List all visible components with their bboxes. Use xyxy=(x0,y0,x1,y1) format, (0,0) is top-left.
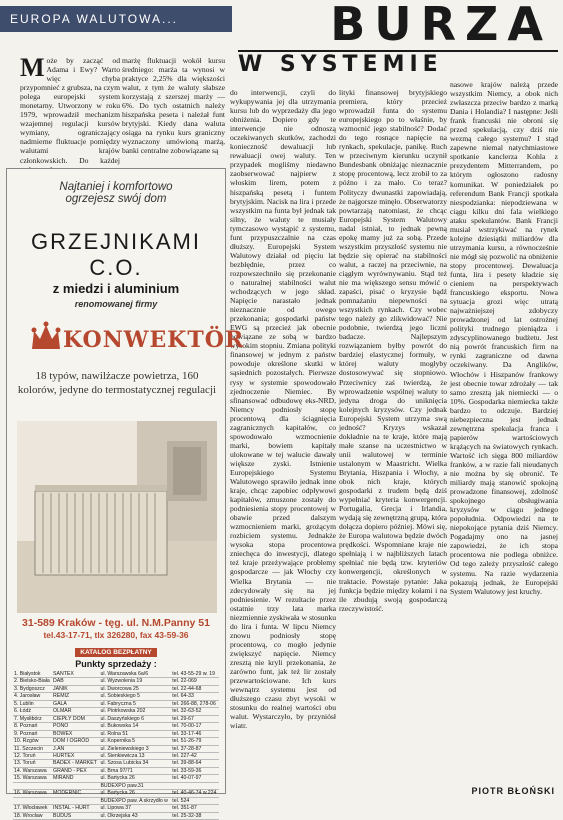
point-city: 12. Toruń xyxy=(13,752,52,759)
point-store: BOWEX xyxy=(52,730,99,737)
section-kicker: EUROPA WALUTOWA... xyxy=(0,6,232,32)
points-row xyxy=(13,693,219,700)
points-row xyxy=(13,708,219,715)
points-of-sale-title: Punkty sprzedaży : xyxy=(75,659,157,669)
points-row xyxy=(13,685,219,692)
ad-subtitle: z miedzi i aluminium xyxy=(52,281,180,296)
point-phone: tel. 524 xyxy=(171,797,219,804)
point-store: MIRAND xyxy=(52,775,99,782)
points-row xyxy=(13,738,219,745)
ad-tagline xyxy=(7,181,225,205)
ad-subtitle-2: renomowanej firmy xyxy=(74,299,158,309)
ad-address-line: 31-589 Kraków - tęg. ul. N.M.Panny 51 xyxy=(22,617,210,629)
ad-tagline-1: Najtaniej i komfortowo xyxy=(59,181,173,193)
point-street: ul. Rolna 51 xyxy=(99,730,171,737)
point-street: BUDEXPO paw.31 xyxy=(99,782,171,789)
point-store: DAB xyxy=(52,678,99,685)
point-phone: tel. 40-07-97 xyxy=(171,775,219,782)
points-row xyxy=(13,678,219,685)
point-city: 9. Poznań xyxy=(13,730,52,737)
ad-tagline-2: ogrzejesz swój dom xyxy=(65,193,167,205)
point-store: INSTAL - HURT xyxy=(52,805,99,812)
points-row xyxy=(13,760,219,767)
point-store: GRAND - PEX xyxy=(52,767,99,774)
article-column-4: nasowe krajów należą przede wszystkim Niemcy, a obok nich zwłaszcza przeciw bardzo z marką Dania i Holandia? I następne: Jeśli frank francuski nie obroni się przed spekulacją, czy dziś nie wezmą całego systemu? I stąd zapewne niemal natychmiastowe spotkanie kanclerza Kohla z prezydentem Mitterrandem, po którym ogłoszono radosny komunikat. W poniedziałek po referendum Bank Francji spotkała niespodzianka: niepodziewana w ciągu kilku dni fala wielkiego ataku spekulantów. Bank Francji musiał wstrzykiwać na rynek kolejne dziesiątki miliardów dla utrzymania kursu, a równocześnie nie mógł się pozwolić na obniżenie stopy procentowej. Dewaluacja funta, lira i pesety kładzie się cieniem na perspektywach francuskiego eksportu. Nowa sytuacja grozi więc utratą najważniejszej zdobyczy prowadzonej od lat ostrożnej polityki trudnego pieniądza i zdyscyplinowanego budżetu. Jest nią powrót francuskich firm na rynki zagraniczne od dawna oczekiwany. Da Anglików, Włochów i Hiszpanów frankowy jest obecnie towar zdrożały — tak samo zresztą jak niemiecki — o 10%. Gospodarka niemiecka także bardzo to odczuje. Bardziej niebezpieczna jest jednak zewnętrzna spekulacja franca i papierów wartościowych krążących na światowych rynkach. Wartość ich sięga 800 miliardów franków, a w razie fali nieudanych nie można by się obronić. Te miliardy mają stanowić spokojną prowadzone finansowej, zdolność spokojnego obsługiwania kryzysów w ciągu jednego popołudnia. Odpowiedzi na te niepokojące pytania dziś Niemcy. Pogadajmy ono na jasnej zapowiedzi, że ich stopa procentowa nie podlega obniżce. Od tego zależy przyszłość całego systemu. Na razie wydarzenia pokazują jednak, że Europejski System Walutowy jest kruchy. xyxy=(450,80,558,596)
point-phone: tel. 22-069 xyxy=(171,678,219,685)
point-city: 16. Warszawa xyxy=(13,790,52,797)
ad-description: 18 typów, nawilżacze powietrza, 160 kolorów, jedyne do termostatycznej regulacji xyxy=(17,370,217,396)
point-store: CIEPŁY DOM xyxy=(52,715,99,722)
point-phone: tel. 43-55-29 w. 19 xyxy=(171,671,219,678)
point-city: 8. Poznań xyxy=(13,723,52,730)
point-city: 1. Białystok xyxy=(13,671,52,678)
point-store: BUDUS xyxy=(52,812,99,819)
byline: PIOTR BŁOŃSKI xyxy=(471,786,555,796)
point-street: ul. Szosa Lubicka 34 xyxy=(99,760,171,767)
point-phone: tel. 22-44-68 xyxy=(171,685,219,692)
point-street: ul. Warszawska 6a/6 xyxy=(99,671,171,678)
point-store: BADEX - MARKET xyxy=(52,760,99,767)
points-row xyxy=(13,805,219,812)
point-phone: tel. 64-33 xyxy=(171,693,219,700)
point-phone: tel. 32-63-52 xyxy=(171,708,219,715)
points-row xyxy=(13,715,219,722)
points-row xyxy=(13,812,219,819)
point-street: ul. Fabryczna 5 xyxy=(99,700,171,707)
point-street: ul. Lipowa 37 xyxy=(99,805,171,812)
point-street: ul. Piotrkowska 202 xyxy=(99,708,171,715)
point-phone: tel. 51-26-79 xyxy=(171,738,219,745)
point-store xyxy=(52,782,99,789)
brand-logo xyxy=(29,317,245,359)
radiator xyxy=(35,485,167,575)
points-row xyxy=(13,671,219,678)
article-column-3: lityki finansowej brytyjskiego premiera, który przecież wprowadził funta do systemu europejskiego po to właśnie, by wzmocnić jego stabilność? Dodać do tego rosnące napięcie na rynkach, spekulacje, panikę. Ruch w przeciwnym kierunku uczynił Bundesbank obniżając nieznacznie stopę procentową, lecz zrobił to za późno i za mało. Co teraz? Polityczy dwunastki zapowiadają, że najgorsze minęło. Obserwatorzy powtarzają natomiast, że chcąc Europejski System Walutowy nadal istniał, to jednak pewną epokę mamy już za sobą. Przede wszystkim przyszłość systemu nie będzie się opierać na stabilności walut, a raczej na przeciwnie, na ciągłym wyrównywaniu. Stąd też nie ma większego sensu mówić o zapaści, pisać o kryzysie bądź pomnażaniu niepewności na wszystkich rynkach. Czy wobec tego należy go zlikwidować? Nie podobnie, twierdzą jego liczni badacze. Najlepszym rozwiązaniem byłby powrót do bardziej elastycznej formuły, w której waluty mogłyby dostosowywać się stopniowo. Przeciwnicy zaś twierdzą, że wprowadzenie wspólnej waluty to jedyna droga do uniknięcia kolejnych kryzysów. Czy jednak Europejski System utrzyma swą jedność? Kryzys wskazał dokładnie na te kraje, które mają małe szanse na uczestnictwo w unii walutowej w terminie ustalonym w Maastricht. Wielka Brytania, Hiszpania i Włochy, a obok nich kraje, których gospodarki z trudem będą dziś wypełniać kryteria konwergencji. Portugalia, Grecja i Irlandia, wydają się zewnętrzną grupą, która dołącza dopiero później. Mówi się, że Europa walutowa będzie dwóch prędkości. Wspomniane kraje nie spełniają i w najbliższych latach spełniać nie będą tzw. kryteriów konwergencji, określonych w traktacie. Powstaje pytanie: Jaka funkcja będzie między kołami i na ile zbudują swoją gospodarczą rzeczywistość. xyxy=(339,88,447,613)
point-store xyxy=(52,797,99,804)
point-city: 14. Warszawa xyxy=(13,767,52,774)
point-street: BUDEXPO paw. A skrzydło w xyxy=(99,797,171,804)
point-store: GALA xyxy=(52,700,99,707)
point-city: 10. Rzgów xyxy=(13,738,52,745)
point-city: 18. Wrocław xyxy=(13,812,52,819)
point-street: ul. Bartycka 26 xyxy=(99,775,171,782)
point-store: SANTEX xyxy=(52,671,99,678)
point-street: ul. Dworcowa 25 xyxy=(99,685,171,692)
point-street: ul. Okrzejska 43 xyxy=(99,812,171,819)
point-phone: tel. 266-88, 278-06 xyxy=(171,700,219,707)
brand-name: KONWEKTÖR xyxy=(63,327,245,353)
catalog-badge: KATALOG BEZPŁATNY xyxy=(75,648,157,657)
point-city xyxy=(13,797,52,804)
headline-main: BURZA xyxy=(330,0,552,51)
point-phone: tel. 33-17-46 xyxy=(171,730,219,737)
point-phone: tel. 40-46-74 w.224 xyxy=(171,790,219,797)
point-store: HURTEX xyxy=(52,752,99,759)
point-phone: tel. 37-28-87 xyxy=(171,745,219,752)
point-city: 11. Szczecin xyxy=(13,745,52,752)
point-city xyxy=(13,782,52,789)
article-column-2: do interwencji, czyli do wykupywania jej dla utrzymania kursu lub do wyprzedaży dla jego obniżenia. Dopiero gdy te interwencje nie odnoszą oczekiwanych skutków, zachodzi konieczność dewaluacji lub rewaluacji owej waluty. Ten przypadek mogliśmy niedawno zaobserwować najpierw z włoskim lirem, potem z hiszpańską pesetą i funtem brytyjskim. Nacisk na lira i przede wszystkim na funta był jednak tak silny, że waluty te musiały tymczasowo wystąpić z systemu, funt przypuszczalnie na czas dłuższy. Europejski System Walutowy działał od pięciu lat bezbłędnie, przez co rozpowszechniło się przekonanie o naturalnej stabilności walut wchodzących w jego skład. Napięcie narastało jednak nieznacznie od owego przekonania; gospodarki państw EWG są przecież jak obecnie powiązane ze sobą w bardzo wysokim stopniu. Zmiana polityki finansowej w jednym z państw powoduje określone skutki w sąsiednich pozostałych. Pierwsze rysy w systemie spowodowało zjednoczenie Niemiec. By sfinansować odbudowę eks-NRD, Niemcy podniosły stopę procentową dla ściągnięcia zagranicznych kapitałów, co spowodowało wzmocnienie marki, bowiem kapitały ulokowane w tej walucie dawały większe zyski. Istnienie Europejskiego Systemu Walutowego sprawiło jednak inne kraje, chcąc zapobiec odpływowi kapitałów, zmuszone zostały do podniesienia stopy procentowej w obawie przed dalszym wzmocnieniem marki, grożącym rozbiciem systemu. Jednakże wysoka stopa procentowa zniechęca do inwestycji, dlatego też kraje przeżywające problemy gospodarcze — jak Włochy czy Wielka Brytania — nie zdecydowały się na jej podniesienie. W rezultacie przez ostatnie trzy lata marka niezmiennie zyskiwała w stosunku do lira i funta. W lipcu Niemcy znowu podniosły stopę procentową, co mogło jedynie zwiększyć napięcie. Niemcy zresztą nie kryli przekonania, że zarówno funt, jak też lir zostały przewartościowane. Ich kurs wewnątrz systemu jest od dłuższego czasu zbyt wysoki w stosunku do realnej wartości obu walut. Wystarczyło, by przyniósł wiatr. xyxy=(230,88,336,731)
point-street: ul. Bartycka 26 xyxy=(99,790,171,797)
point-city: 4. Jarosław xyxy=(13,693,52,700)
point-store: DOM I OGRÓD xyxy=(52,738,99,745)
point-phone: tel. 25-32-38 xyxy=(171,812,219,819)
point-city: 5. Lublin xyxy=(13,700,52,707)
points-row xyxy=(13,790,219,797)
points-row xyxy=(13,700,219,707)
point-city: 2. Bielsko-Biała xyxy=(13,678,52,685)
point-city: 15. Warszawa xyxy=(13,775,52,782)
point-street: ul. Brna 97/71 xyxy=(99,767,171,774)
points-row xyxy=(13,752,219,759)
point-street: ul. Bukowska 14 xyxy=(99,723,171,730)
point-city: 3. Bydgoszcz xyxy=(13,685,52,692)
ad-phones: tel.43-17-71, tlx 326280, fax 43-59-36 xyxy=(43,630,189,640)
point-phone: tel. 39-88-64 xyxy=(171,760,219,767)
point-phone: tel. 29-67 xyxy=(171,715,219,722)
headline xyxy=(238,0,558,51)
points-row xyxy=(13,782,219,789)
dropcap: M xyxy=(20,53,45,82)
point-store: PONO xyxy=(52,723,99,730)
point-city: 17. Włocławek xyxy=(13,805,52,812)
radiator-photo xyxy=(17,421,217,613)
point-street: ul. Zieleniewskiego 3 xyxy=(99,745,171,752)
ad-product-1: GRZEJNIKAMI xyxy=(31,229,201,254)
points-row xyxy=(13,723,219,730)
point-store: REMIZ xyxy=(52,693,99,700)
article-intro-column-2: marżę fluktuacji wokół kursu średniego: marża ta wynosi w praktyce 2,25% dla większości walut, z tym że waluty słabsze korzystają z szerszej marży — 6%. Do tych ostatnich należy hiszpańska peseta i należał funt brytyjski. Kiedy dana waluta osiąga na rynku kurs graniczny wyznaczony umówioną marżą, banki centralne zobowiązane są xyxy=(122,56,225,156)
points-of-sale-table xyxy=(13,671,219,820)
point-store: MODERNIC xyxy=(52,790,99,797)
point-street: ul. Kopernika 5 xyxy=(99,738,171,745)
point-store: J.AN xyxy=(52,745,99,752)
point-phone: tel. 33-59-36 xyxy=(171,767,219,774)
point-phone: tel. 70-00-17 xyxy=(171,723,219,730)
point-street: ul. Sienkiewicza 13 xyxy=(99,752,171,759)
intro-text-1: oże by zacząć od Adama i Ewy? Warto więc chyba przypomnieć z grubsza, na czym polega europejski system monetarny. Utworzony w roku 1979, wprowadził mechanizm wzajemnej regulacji kursów wymiany, ograniczający nadmierne fluktuacje pomiędzy walutami krajów członkowskich. Do każdej xyxy=(20,56,120,165)
points-row xyxy=(13,745,219,752)
point-city: 13. Toruń xyxy=(13,760,52,767)
point-city: 7. Mysłibórz xyxy=(13,715,52,722)
point-phone: tel. 351-87 xyxy=(171,805,219,812)
points-row xyxy=(13,730,219,737)
point-store: JANIK xyxy=(52,685,99,692)
point-store: OLMAR xyxy=(52,708,99,715)
points-row xyxy=(13,797,219,804)
crown-icon xyxy=(29,321,63,355)
point-street: ul. Wyzwolenia 19 xyxy=(99,678,171,685)
point-city: 6. Łódź xyxy=(13,708,52,715)
point-phone: tel. 227-42 xyxy=(171,752,219,759)
point-street: ul. Daszyńskiego 6 xyxy=(99,715,171,722)
ad-product-2: C.O. xyxy=(89,255,143,280)
ad-address xyxy=(7,617,225,659)
headline-sub: W SYSTEMIE xyxy=(238,50,558,77)
points-row xyxy=(13,767,219,774)
advertisement xyxy=(6,168,245,819)
point-phone xyxy=(171,782,219,789)
points-row xyxy=(13,775,219,782)
point-street: ul. Sobieskiego 5 xyxy=(99,693,171,700)
article-intro-column-1 xyxy=(20,53,120,165)
ad-product xyxy=(7,229,225,281)
